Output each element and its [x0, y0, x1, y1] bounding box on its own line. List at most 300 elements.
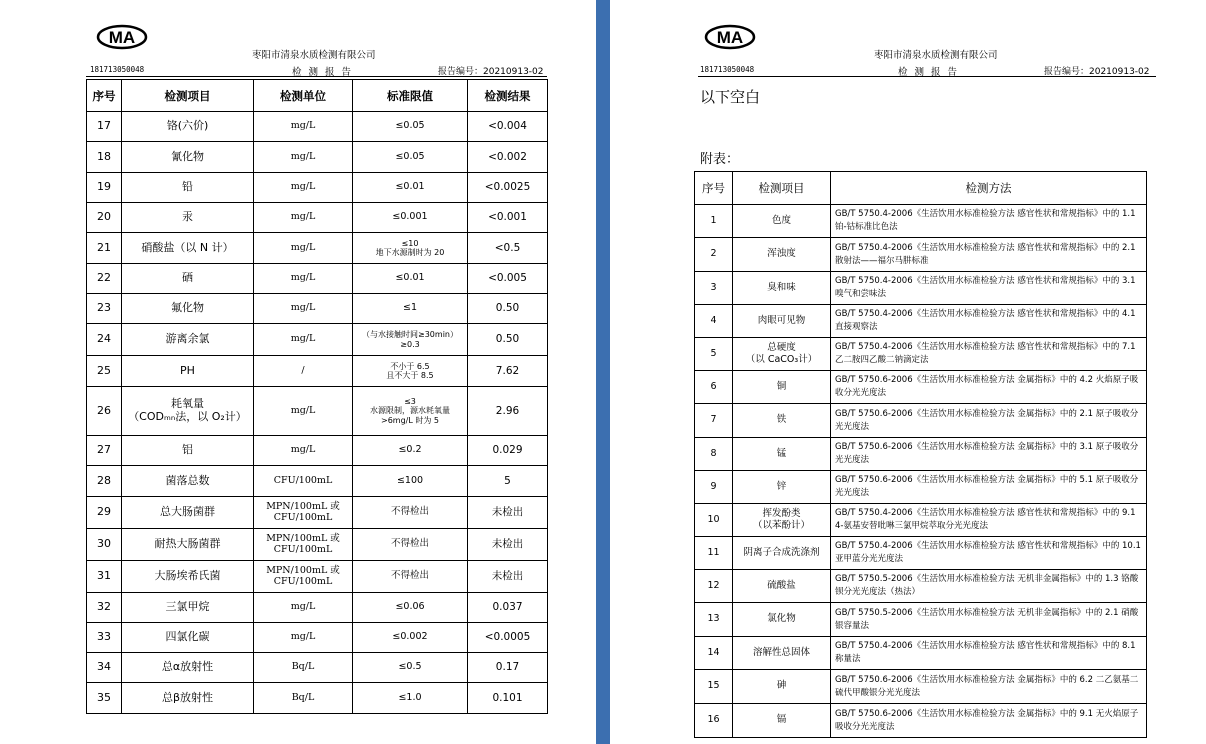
row-number-line-1: 34 — [97, 660, 111, 674]
cma-logo-icon — [96, 24, 148, 50]
row-unit-line-1: CFU/100mL — [273, 474, 333, 486]
row-result-line-1: 0.50 — [495, 302, 520, 315]
row-result — [468, 233, 548, 264]
row-item-line-2: （以苯酚计） — [752, 520, 810, 531]
row-number-line-1: 8 — [710, 447, 717, 459]
table-row — [695, 603, 1147, 637]
row-result — [468, 203, 548, 233]
row-unit-line-1: Bq/L — [291, 661, 315, 673]
row-limit-line-1: （与水接触时间≥30min） — [362, 330, 458, 340]
row-result — [468, 264, 548, 294]
col-header-no: 序号 — [695, 172, 733, 205]
cma-logo-icon — [704, 24, 756, 50]
table-row — [695, 438, 1147, 471]
row-item — [733, 570, 831, 603]
row-item-line-1: 锌 — [776, 480, 787, 492]
row-method — [831, 670, 1147, 704]
row-number-line-1: 30 — [97, 537, 111, 551]
row-method-line-1: GB/T 5750.6-2006《生活饮用水标准检验方法 金属指标》中的 5.1 原子吸收分光光度法 — [835, 475, 1139, 498]
row-number — [695, 205, 733, 238]
row-number-line-1: 28 — [97, 473, 111, 487]
row-number — [87, 497, 122, 529]
row-limit — [353, 683, 468, 714]
row-item-line-1: 四氯化碳 — [165, 630, 210, 644]
row-unit-line-2: CFU/100mL — [273, 575, 333, 587]
row-number-line-1: 29 — [97, 505, 111, 519]
row-item-line-1: 总大肠菌群 — [160, 505, 215, 519]
row-result — [468, 497, 548, 529]
row-unit-line-1: mg/L — [290, 404, 316, 416]
row-result — [468, 561, 548, 593]
row-unit-line-2: CFU/100mL — [273, 511, 333, 523]
row-limit-line-1: ≤0.05 — [395, 150, 425, 162]
row-number-line-1: 22 — [97, 271, 111, 285]
table-row — [87, 683, 548, 714]
table-row — [87, 561, 548, 593]
row-method-line-1: GB/T 5750.4-2006《生活饮用水标准检验方法 感官性状和常规指标》中的 8.1 称量法 — [835, 641, 1136, 664]
row-number — [695, 338, 733, 371]
row-limit-line-1: ≤1.0 — [398, 691, 422, 703]
svg-text:MA: MA — [108, 28, 136, 47]
row-unit-line-1: mg/L — [290, 601, 316, 613]
table-row — [87, 466, 548, 497]
table-row — [87, 142, 548, 173]
row-limit — [353, 142, 468, 173]
row-item-line-1: 硝酸盐（以 N 计） — [141, 240, 234, 254]
row-method-line-1: GB/T 5750.4-2006《生活饮用水标准检验方法 感官性状和常规指标》中的 4.1 直接观察法 — [835, 309, 1136, 332]
row-limit-line-1: ≤0.05 — [395, 120, 425, 132]
row-number-line-1: 35 — [97, 690, 111, 704]
row-number-line-1: 31 — [97, 569, 111, 583]
row-item-line-1: 铝 — [182, 443, 193, 457]
row-method — [831, 637, 1147, 670]
row-item — [733, 305, 831, 338]
row-method — [831, 570, 1147, 603]
row-item-line-1: 肉眼可见物 — [757, 314, 806, 326]
row-item-line-1: 铜 — [776, 380, 787, 392]
col-header-item: 检测项目 — [122, 80, 254, 112]
row-method-line-1: GB/T 5750.6-2006《生活饮用水标准检验方法 金属指标》中的 4.2 火焰原子吸收分光光度法 — [835, 375, 1139, 398]
row-item — [122, 173, 254, 203]
row-limit — [353, 497, 468, 529]
row-number-line-1: 1 — [710, 214, 717, 226]
results-table — [86, 79, 548, 714]
row-item — [122, 294, 254, 324]
row-item — [733, 338, 831, 371]
row-item-line-2: （CODₘₙ法，以 O₂计） — [128, 410, 247, 423]
row-method — [831, 305, 1147, 338]
table-row — [87, 593, 548, 623]
row-item — [122, 112, 254, 142]
row-unit-line-1: mg/L — [290, 241, 316, 253]
row-item-line-1: 镉 — [776, 714, 787, 726]
row-unit — [254, 173, 353, 203]
row-number-line-1: 7 — [710, 414, 717, 426]
row-item-line-1: 砷 — [776, 680, 787, 692]
row-item — [733, 670, 831, 704]
row-number — [87, 653, 122, 683]
row-item — [122, 561, 254, 593]
row-number — [87, 436, 122, 466]
row-item-line-1: 总α放射性 — [161, 660, 214, 674]
row-unit-line-1: Bq/L — [291, 691, 315, 703]
row-method — [831, 537, 1147, 570]
table-row — [87, 623, 548, 653]
row-limit — [353, 324, 468, 356]
row-limit-line-2: ≥0.3 — [400, 339, 420, 349]
row-method-line-1: GB/T 5750.5-2006《生活饮用水标准检验方法 无机非金属指标》中的 2.1 硝酸银容量法 — [835, 607, 1139, 631]
row-number — [695, 238, 733, 272]
row-item-line-1: 铅 — [182, 180, 193, 194]
row-result — [468, 356, 548, 387]
row-method-line-1: GB/T 5750.6-2006《生活饮用水标准检验方法 金属指标》中的 6.2 二乙氨基二硫代甲酸银分光光度法 — [835, 674, 1139, 698]
table-row — [695, 704, 1147, 738]
row-number — [87, 623, 122, 653]
row-number-line-1: 3 — [710, 281, 717, 293]
row-limit-line-1: 不得检出 — [390, 570, 429, 582]
methods-table — [694, 171, 1147, 738]
row-method — [831, 205, 1147, 238]
row-number — [87, 173, 122, 203]
row-limit-line-1: ≤1 — [402, 302, 417, 314]
row-unit — [254, 142, 353, 173]
row-item-line-1: 溶解性总固体 — [752, 646, 810, 658]
row-limit-line-1: ≤0.06 — [395, 601, 425, 613]
row-method — [831, 471, 1147, 504]
row-number-line-1: 21 — [97, 240, 111, 254]
row-item — [733, 238, 831, 272]
row-number-line-1: 9 — [710, 480, 717, 492]
row-unit — [254, 324, 353, 356]
row-limit-line-1: ≤0.001 — [392, 211, 428, 223]
row-item — [733, 637, 831, 670]
row-number-line-1: 15 — [707, 680, 720, 692]
row-item — [122, 142, 254, 173]
row-result-line-1: <0.001 — [488, 211, 527, 224]
row-number — [87, 294, 122, 324]
table-row — [87, 233, 548, 264]
row-limit — [353, 593, 468, 623]
row-unit — [254, 653, 353, 683]
row-item-line-1: 汞 — [182, 210, 193, 224]
row-item-line-1: 硫酸盐 — [767, 579, 796, 591]
row-method — [831, 438, 1147, 471]
row-result-line-1: 未检出 — [491, 538, 524, 551]
row-item-line-1: 氟化物 — [171, 301, 204, 315]
row-item — [122, 436, 254, 466]
row-item-line-1: 三氯甲烷 — [165, 600, 210, 614]
row-unit — [254, 264, 353, 294]
serial-number: 181713050048 — [90, 65, 145, 74]
col-header-no: 序号 — [87, 80, 122, 112]
row-item — [733, 471, 831, 504]
row-unit-line-1: mg/L — [290, 120, 316, 132]
row-unit — [254, 112, 353, 142]
header-rule — [698, 76, 1156, 77]
report-title: 检 测 报 告 — [898, 67, 960, 78]
row-number — [87, 529, 122, 561]
report-number: 报告编号：20210913-02 — [1044, 67, 1150, 77]
row-method-line-1: GB/T 5750.6-2006《生活饮用水标准检验方法 金属指标》中的 9.1 无火焰原子吸收分光光度法 — [835, 708, 1139, 732]
row-number-line-1: 12 — [707, 579, 720, 591]
row-unit — [254, 203, 353, 233]
row-method-line-1: GB/T 5750.4-2006《生活饮用水标准检验方法 感官性状和常规指标》中的 3.1 嗅气和尝味法 — [835, 276, 1136, 299]
row-method — [831, 238, 1147, 272]
row-number-line-1: 6 — [710, 380, 717, 392]
table-row — [695, 371, 1147, 404]
row-unit-line-1: MPN/100mL 或 — [266, 532, 340, 544]
row-method — [831, 504, 1147, 537]
row-number — [87, 466, 122, 497]
row-number — [87, 356, 122, 387]
row-number — [87, 324, 122, 356]
row-method-line-1: GB/T 5750.4-2006《生活饮用水标准检验方法 感官性状和常规指标》中的 7.1 乙二胺四乙酸二钠滴定法 — [835, 342, 1136, 365]
row-number — [87, 683, 122, 714]
row-unit — [254, 623, 353, 653]
table-row — [87, 653, 548, 683]
report-title: 检 测 报 告 — [292, 67, 354, 78]
table-row — [695, 338, 1147, 371]
row-result-line-1: 2.96 — [495, 404, 520, 417]
row-unit-line-1: mg/L — [290, 211, 316, 223]
col-header-unit: 检测单位 — [254, 80, 353, 112]
table-row — [695, 570, 1147, 603]
row-unit — [254, 356, 353, 387]
row-limit-line-1: ≤0.01 — [395, 181, 425, 193]
table-row — [695, 205, 1147, 238]
row-limit-line-2: 地下水源制时为 20 — [375, 248, 445, 257]
row-unit — [254, 466, 353, 497]
row-item-line-1: 铁 — [776, 414, 787, 426]
row-result-line-1: 0.17 — [495, 661, 520, 674]
row-result — [468, 294, 548, 324]
row-item-line-1: 铬(六价) — [166, 119, 209, 133]
row-limit-line-1: ≤0.2 — [398, 444, 422, 456]
row-number — [87, 203, 122, 233]
row-item — [733, 603, 831, 637]
row-item — [122, 683, 254, 714]
row-item — [733, 704, 831, 738]
table-row — [87, 294, 548, 324]
row-method — [831, 272, 1147, 305]
row-item — [122, 623, 254, 653]
row-item — [122, 653, 254, 683]
row-unit — [254, 561, 353, 593]
table-row — [87, 497, 548, 529]
row-unit — [254, 387, 353, 436]
svg-text:MA: MA — [716, 28, 744, 47]
row-limit — [353, 387, 468, 436]
row-number — [695, 272, 733, 305]
row-result — [468, 623, 548, 653]
row-number-line-1: 16 — [707, 714, 720, 726]
row-item — [733, 371, 831, 404]
row-number — [695, 603, 733, 637]
row-result-line-1: 0.037 — [492, 601, 523, 614]
col-header-item: 检测项目 — [733, 172, 831, 205]
table-row — [695, 670, 1147, 704]
row-limit-line-1: ≤10 — [401, 238, 419, 248]
row-limit — [353, 653, 468, 683]
row-number — [87, 142, 122, 173]
row-unit-line-2: CFU/100mL — [273, 543, 333, 555]
row-limit-line-1: ≤0.01 — [395, 272, 425, 284]
table-header-row — [87, 80, 548, 112]
row-item — [122, 593, 254, 623]
row-number-line-1: 18 — [97, 149, 111, 163]
row-result-line-1: 0.50 — [495, 333, 520, 346]
row-limit — [353, 561, 468, 593]
row-result-line-1: 0.101 — [492, 691, 523, 704]
row-limit — [353, 436, 468, 466]
row-result — [468, 593, 548, 623]
row-number-line-1: 13 — [707, 613, 720, 625]
row-limit — [353, 466, 468, 497]
row-limit — [353, 294, 468, 324]
col-header-result: 检测结果 — [468, 80, 548, 112]
page-gap — [596, 0, 610, 744]
table-row — [87, 264, 548, 294]
row-result — [468, 387, 548, 436]
company-name: 枣阳市清泉水质检测有限公司 — [874, 50, 998, 61]
row-limit — [353, 233, 468, 264]
row-item — [122, 264, 254, 294]
row-method-line-1: GB/T 5750.5-2006《生活饮用水标准检验方法 无机非金属指标》中的 1.3 铬酸钡分光光度法（热法） — [835, 574, 1139, 597]
row-limit-line-1: ≤0.002 — [392, 631, 428, 643]
row-number-line-1: 32 — [97, 600, 111, 614]
row-method-line-1: GB/T 5750.4-2006《生活饮用水标准检验方法 感官性状和常规指标》中的 10.1 亚甲蓝分光光度法 — [835, 541, 1141, 564]
table-row — [695, 504, 1147, 537]
row-unit-line-1: MPN/100mL 或 — [266, 500, 340, 512]
row-unit — [254, 683, 353, 714]
row-number — [695, 305, 733, 338]
row-result-line-1: <0.004 — [488, 120, 527, 133]
row-limit-line-1: 不得检出 — [390, 538, 429, 550]
row-item — [122, 387, 254, 436]
row-method — [831, 704, 1147, 738]
row-method — [831, 338, 1147, 371]
row-unit — [254, 593, 353, 623]
row-number — [87, 387, 122, 436]
row-number-line-1: 33 — [97, 630, 111, 644]
row-limit — [353, 264, 468, 294]
blank-note: 以下空白 — [700, 88, 761, 106]
row-number — [87, 112, 122, 142]
row-result — [468, 112, 548, 142]
row-item — [122, 233, 254, 264]
row-number-line-1: 27 — [97, 443, 111, 457]
row-result-line-1: 未检出 — [491, 570, 524, 583]
row-limit-line-1: ≤0.5 — [398, 661, 422, 673]
row-limit — [353, 356, 468, 387]
row-unit — [254, 529, 353, 561]
row-number — [87, 561, 122, 593]
row-number — [695, 438, 733, 471]
row-result-line-1: 0.029 — [492, 444, 523, 457]
row-number-line-1: 24 — [97, 332, 111, 346]
row-item-line-1: 菌落总数 — [165, 473, 210, 487]
row-number — [695, 637, 733, 670]
table-row — [695, 272, 1147, 305]
row-method-line-1: GB/T 5750.4-2006《生活饮用水标准检验方法 感官性状和常规指标》中的 2.1 散射法——福尔马肼标准 — [835, 242, 1136, 266]
row-item-line-2: （以 CaCO₃计） — [745, 354, 818, 365]
row-number-line-1: 26 — [97, 403, 111, 417]
row-number-line-1: 5 — [710, 347, 717, 359]
row-item-line-1: 总硬度 — [767, 341, 796, 353]
row-unit-line-1: mg/L — [290, 302, 316, 314]
report-number: 报告编号：20210913-02 — [438, 67, 544, 77]
col-header-method: 检测方法 — [831, 172, 1147, 205]
row-unit-line-1: mg/L — [290, 272, 316, 284]
table-row — [87, 529, 548, 561]
row-item-line-1: 氰化物 — [171, 149, 204, 163]
row-item — [122, 529, 254, 561]
row-item — [733, 205, 831, 238]
row-number-line-1: 11 — [707, 546, 720, 558]
row-method — [831, 404, 1147, 438]
row-number-line-1: 2 — [710, 248, 717, 260]
row-item — [733, 504, 831, 537]
table-row — [695, 637, 1147, 670]
table-row — [695, 471, 1147, 504]
row-number-line-1: 25 — [97, 363, 111, 377]
row-unit — [254, 436, 353, 466]
row-method — [831, 603, 1147, 637]
row-item — [733, 272, 831, 305]
table-row — [87, 436, 548, 466]
row-number — [695, 570, 733, 603]
row-unit — [254, 497, 353, 529]
row-item-line-1: 臭和味 — [767, 281, 796, 293]
row-number-line-1: 10 — [707, 513, 720, 525]
row-number — [87, 233, 122, 264]
row-method-line-1: GB/T 5750.4-2006《生活饮用水标准检验方法 感官性状和常规指标》中的 1.1 铂-钴标准比色法 — [835, 209, 1136, 232]
table-row — [87, 387, 548, 436]
row-unit — [254, 294, 353, 324]
row-number-line-1: 19 — [97, 180, 111, 194]
row-item-line-1: 大肠埃希氏菌 — [154, 569, 221, 583]
row-item — [733, 404, 831, 438]
header-rule — [86, 76, 547, 77]
table-header-row — [695, 172, 1147, 205]
row-item — [733, 438, 831, 471]
table-row — [87, 112, 548, 142]
report-page-left — [0, 0, 596, 744]
row-result — [468, 529, 548, 561]
row-number — [695, 404, 733, 438]
row-result — [468, 683, 548, 714]
row-number-line-1: 14 — [707, 646, 720, 658]
row-result-line-1: <0.005 — [488, 272, 527, 285]
row-limit — [353, 112, 468, 142]
row-result — [468, 466, 548, 497]
row-unit-line-1: mg/L — [290, 333, 316, 345]
company-name: 枣阳市清泉水质检测有限公司 — [252, 50, 376, 61]
row-item-line-1: 游离余氯 — [165, 332, 210, 346]
row-item — [122, 497, 254, 529]
row-item-line-1: 氯化物 — [767, 613, 796, 625]
row-limit — [353, 203, 468, 233]
row-unit-line-1: mg/L — [290, 631, 316, 643]
row-item-line-1: 色度 — [771, 214, 791, 226]
row-result-line-1: <0.0025 — [484, 181, 531, 194]
row-number-line-1: 23 — [97, 301, 111, 315]
row-unit-line-1: mg/L — [290, 444, 316, 456]
row-limit-line-3: >6mg/L 时为 5 — [381, 415, 439, 425]
row-result-line-1: <0.002 — [488, 150, 527, 163]
row-item-line-1: 总β放射性 — [161, 690, 214, 704]
row-limit — [353, 173, 468, 203]
